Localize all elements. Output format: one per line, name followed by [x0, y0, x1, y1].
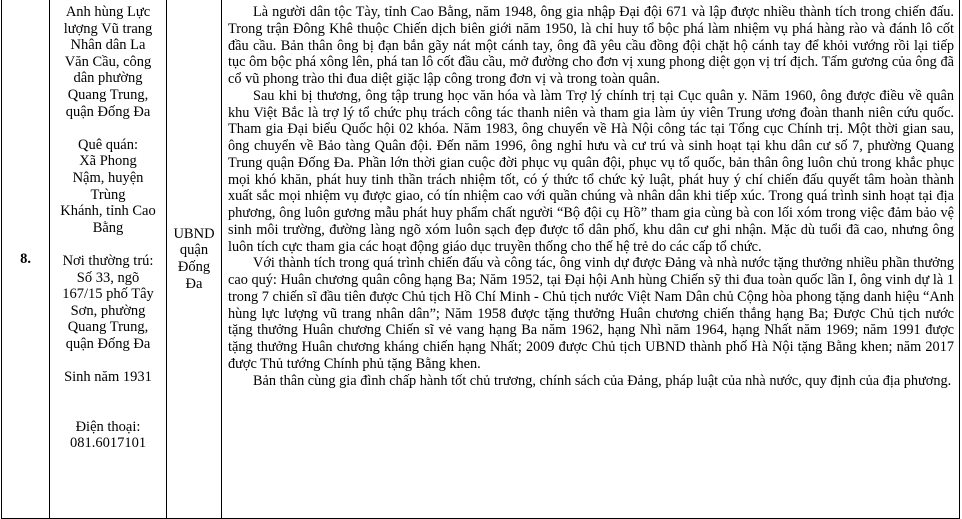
person-title-line: dân phường — [73, 70, 143, 87]
unit-line: Đống — [177, 259, 211, 275]
achievement-paragraph: Bản thân cùng gia đình chấp hành tốt chủ trương, chính sách của Đảng, pháp luật của nhà nước, quy định của địa phương. — [253, 372, 952, 389]
person-title — [50, 4, 166, 120]
residence-line: 167/15 phố Tây — [62, 286, 154, 303]
residence-line: Số 33, ngõ — [76, 269, 140, 286]
person-title-line: Văn Cầu, công — [64, 53, 152, 70]
honoree-table — [1, 0, 960, 519]
person-hometown — [50, 137, 166, 237]
unit-line: UBND — [173, 225, 215, 242]
unit-line: Đa — [185, 275, 203, 292]
achievement-paragraph: Sau khi bị thương, ông tập trung học văn hóa và làm Trợ lý chính trị tại Cục quân y. Năm 1960, ông được điều về quân khu Việt Bắc là trợ lý tổ chức phụ trách công tác thanh niên và tham gia làm ủy viên Trung ương đoàn thanh niên cứu quốc. Tham gia Đại biểu Quốc hội 02 khóa. Năm 1983, ông chuyển về Hà Nội công tác tại Tổng cục Chính trị. Một thời gian sau, ông chuyển về Bảo tàng Quân đội. Đến năm 1996, ông nghỉ hưu và cư trú và sinh hoạt tại khu dân cư số 7, phường Quang Trung quận Đống Đa. Phần lớn thời gian cuộc đời phục vụ quân đội, phục vụ tổ quốc, bản thân ông luôn chủ trong khắc phục mọi khó khăn, phát huy tinh thần trách nhiệm tốt, có ý thức tổ chức kỷ luật, phát huy ý chí chiến đấu quyết tâm hoàn thành xuất sắc mọi nhiệm vụ được giao, có tín nhiệm cao với quần chúng và nhân dân khi tiếp xúc. Trong quá trình sinh hoạt tại địa phương, ông luôn gương mẫu phát huy phẩm chất người “Bộ đội cụ Hồ” tham gia cùng bà con lối xóm trong việc đảm bảo vệ sinh môi trường, đường làng ngõ xóm luôn sạch đẹp được tổ dân phố, khu dân cư ghi nhận. Mặc dù tuổi đã cao, nhưng ông luôn tích cực tham gia các hoạt động giáo dục truyền thống cho thế hệ trẻ do các cấp tổ chức. — [228, 87, 954, 255]
person-residence — [50, 253, 166, 353]
hometown-line: Xã Phong — [79, 153, 137, 170]
residence-line: Quang Trung, — [67, 319, 149, 336]
residence-line: Nơi thường trú: — [62, 252, 154, 269]
person-title-line: lượng Vũ trang — [63, 20, 153, 37]
residence-line: Sơn, phường — [70, 302, 146, 319]
achievements-cell — [222, 0, 960, 519]
hometown-line: Quê quán: — [78, 136, 138, 153]
person-info-cell — [50, 0, 167, 519]
unit-cell — [167, 0, 222, 519]
row-number: 8. — [2, 0, 50, 519]
phone-number: 081.6017101 — [69, 435, 147, 452]
person-title-line: quận Đống Đa — [65, 103, 151, 120]
phone-label: Điện thoại: — [75, 418, 141, 435]
hometown-line: Bằng — [92, 219, 124, 236]
hometown-line: Nậm, huyện — [72, 169, 144, 186]
person-title-line: Anh hùng Lực — [65, 4, 151, 20]
residence-line: quận Đống Đa — [65, 335, 151, 352]
achievement-paragraph: Với thành tích trong quá trình chiến đấu và công tác, ông vinh dự được Đảng và nhà nước tặng thưởng nhiều phần thưởng cao quý: Huân chương quân công hạng Ba; Năm 1952, tại Đại hội Anh hùng Chiến sỹ thi đua toàn quốc lần I, ông vinh dự là 1 trong 7 chiến sĩ đầu tiên được Chủ tịch Hồ Chí Minh - Chủ tịch nước Việt Nam Dân chủ Cộng hòa phong tặng danh hiệu “Anh hùng lực lượng vũ trang nhân dân”; Năm 1958 được tặng thưởng Huân chương chiến thắng hạng Ba; Được Chủ tịch nước tặng thưởng Huân chương Chiến sĩ vẻ vang hạng Ba năm 1962, hạng Nhì năm 1964, hạng Nhất năm 1969; năm 1991 được tặng thưởng Huân chương kháng chiến hạng Nhất; 2009 được Chủ tịch UBND thành phố Hà Nội tặng Bằng khen; năm 2017 được Thủ tướng Chính phủ tặng Bằng khen. — [228, 255, 954, 372]
person-title-line: Quang Trung, — [67, 86, 149, 103]
achievement-paragraph: Là người dân tộc Tày, tỉnh Cao Bằng, năm 1948, ông gia nhập Đại đội 671 và lập được nhiều thành tích trong chiến đấu. Trong trận Đông Khê thuộc Chiến dịch biên giới năm 1950, là chỉ huy tổ bộc phá làm nhiệm vụ phá hàng rào và đánh lô cốt đầu cầu. Bản thân ông bị đạn bắn gãy nát một cánh tay, ông đã yêu cầu đồng đội chặt hộ cánh tay để khỏi vướng rồi lại tiếp tục ôm bộc phá xông lên, phá tan lô cốt đầu cầu, mở đường cho đơn vị xung phong diệt gọn vị trí địch. Tấm gương của ông đã cổ vũ phong trào thi đua diệt giặc lập công trong đơn vị và trong toàn quân. — [228, 4, 954, 87]
unit-line: quận — [179, 242, 209, 259]
table-row — [2, 0, 960, 519]
hometown-line: Trùng — [90, 186, 126, 203]
hometown-line: Khánh, tỉnh Cao — [60, 203, 156, 220]
person-title-line: Nhân dân La — [70, 37, 146, 54]
birth-year: Sinh năm 1931 — [64, 369, 152, 386]
